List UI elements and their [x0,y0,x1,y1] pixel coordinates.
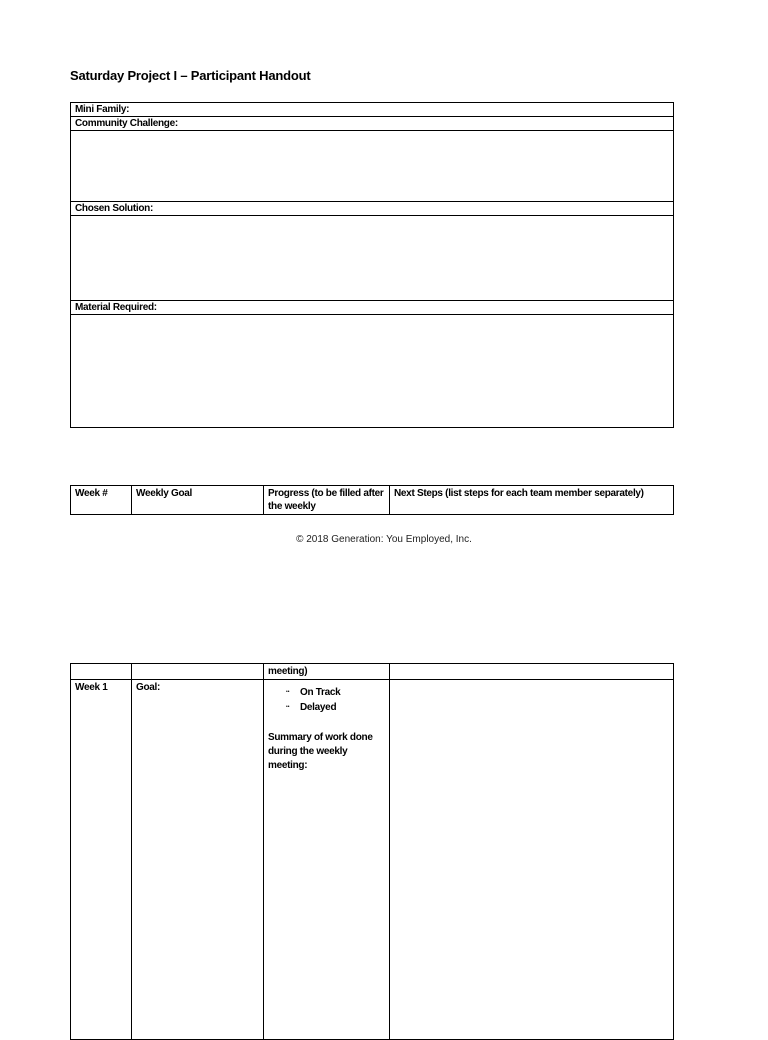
chosen-solution-label-row [71,202,674,216]
week-1-goal-cell[interactable] [132,680,264,1040]
delayed-label: Delayed [300,702,337,713]
weekly-tracker-table [70,663,674,1040]
next-steps-column-header: Next Steps (list steps for each team member separately) [390,486,674,515]
material-required-field[interactable] [71,315,674,428]
page-title: Saturday Project I – Participant Handout [70,68,311,83]
week-column-cont [71,664,132,680]
chosen-solution-field[interactable] [71,216,674,301]
week-column-header: Week # [71,486,132,515]
next-steps-column-cont [390,664,674,680]
checkbox-icon: •• [286,704,290,710]
community-challenge-label-row [71,117,674,131]
week-1-next-steps-cell[interactable] [390,680,674,1040]
week-1-row [71,680,674,1040]
goal-label: Goal: [136,682,161,693]
mini-family-row [71,103,674,117]
project-info-table [70,102,674,428]
mini-family-label: Mini Family: [71,103,674,117]
weekly-goal-column-header: Weekly Goal [132,486,264,515]
week-1-progress-cell [264,680,390,1040]
material-required-field-row [71,315,674,428]
week-1-label: Week 1 [71,680,132,1040]
on-track-option[interactable] [286,685,385,700]
checkbox-icon: •• [286,689,290,695]
community-challenge-label: Community Challenge: [71,117,674,131]
community-challenge-field-row [71,131,674,202]
on-track-label: On Track [300,687,341,698]
chosen-solution-field-row [71,216,674,301]
tracker-header-continued-row [71,664,674,680]
progress-column-header-cont: meeting) [264,664,390,680]
copyright-footer: © 2018 Generation: You Employed, Inc. [296,534,472,545]
community-challenge-field[interactable] [71,131,674,202]
weekly-tracker-header-table [70,485,674,515]
material-required-label: Material Required: [71,301,674,315]
delayed-option[interactable] [286,700,385,715]
progress-column-header: Progress (to be filled after the weekly [264,486,390,515]
summary-label: Summary of work done during the weekly meeting: [268,732,373,771]
tracker-header-row [71,486,674,515]
weekly-goal-column-cont [132,664,264,680]
chosen-solution-label: Chosen Solution: [71,202,674,216]
material-required-label-row [71,301,674,315]
